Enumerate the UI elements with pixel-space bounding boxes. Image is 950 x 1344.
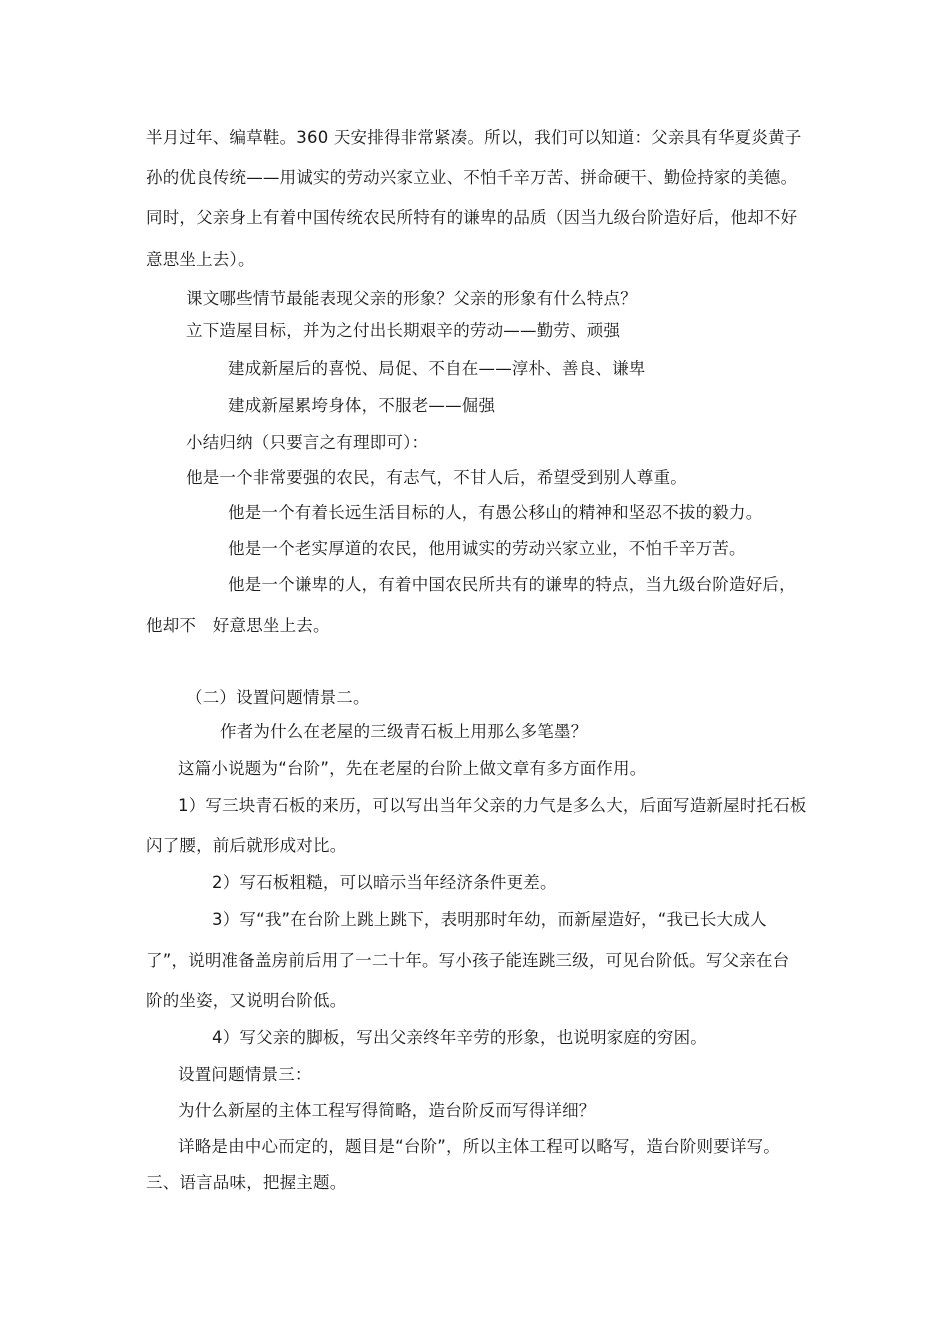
answer-line: 详略是由中心而定的，题目是“台阶”，所以主体工程可以略写，造台阶则要详写。	[178, 1137, 780, 1156]
answer-line: 建成新屋后的喜悦、局促、不自在——淳朴、善良、谦卑	[228, 359, 646, 378]
list-item: 闪了腰，前后就形成对比。	[146, 836, 347, 855]
list-item: 4）写父亲的脚板，写出父亲终年辛劳的形象，也说明家庭的穷困。	[212, 1028, 707, 1047]
paragraph-line: 意思坐上去）。	[146, 250, 255, 269]
list-item: 2）写石板粗糙，可以暗示当年经济条件更差。	[212, 873, 557, 892]
question-line: 课文哪些情节最能表现父亲的形象？父亲的形象有什么特点？	[186, 289, 637, 308]
list-item: 3）写“我”在台阶上跳上跳下，表明那时年幼，而新屋造好，“我已长大成人	[212, 910, 767, 929]
summary-line: 他是一个谦卑的人，有着中国农民所共有的谦卑的特点，当九级台阶造好后，	[228, 575, 796, 594]
summary-line: 他是一个有着长远生活目标的人，有愚公移山的精神和坚忍不拔的毅力。	[228, 503, 763, 522]
paragraph-line: 孙的优良传统——用诚实的劳动兴家立业、不怕千辛万苦、拼命硬干、勤俭持家的美德。	[146, 168, 798, 187]
question-line: 作者为什么在老屋的三级青石板上用那么多笔墨？	[220, 722, 588, 741]
summary-line: 他是一个老实厚道的农民，他用诚实的劳动兴家立业，不怕千辛万苦。	[228, 539, 746, 558]
paragraph-line: 半月过年、编草鞋。360 天安排得非常紧凑。所以，我们可以知道：父亲具有华夏炎黄子	[146, 128, 802, 147]
list-item: 了”，说明准备盖房前后用了一二十年。写小孩子能连跳三级，可见台阶低。写父亲在台	[146, 951, 790, 970]
summary-line: 他却不 好意思坐上去。	[146, 616, 330, 635]
section-heading: （二）设置问题情景二。	[186, 688, 370, 707]
summary-line: 他是一个非常要强的农民，有志气，不甘人后，希望受到别人尊重。	[186, 468, 687, 487]
answer-line: 立下造屋目标，并为之付出长期艰辛的劳动——勤劳、顽强	[186, 321, 621, 340]
paragraph-line: 这篇小说题为“台阶”，先在老屋的台阶上做文章有多方面作用。	[178, 759, 647, 778]
paragraph-line: 同时，父亲身上有着中国传统农民所特有的谦卑的品质（因当九级台阶造好后，他却不好	[146, 208, 798, 227]
question-line: 为什么新屋的主体工程写得简略，造台阶反而写得详细？	[178, 1101, 596, 1120]
answer-line: 建成新屋累垮身体，不服老——倔强	[228, 396, 496, 415]
list-item: 阶的坐姿，又说明台阶低。	[146, 991, 347, 1010]
section-heading: 三、语言品味，把握主题。	[146, 1173, 347, 1192]
summary-heading: 小结归纳（只要言之有理即可）：	[186, 433, 429, 452]
list-item: 1）写三块青石板的来历，可以写出当年父亲的力气是多么大，后面写造新屋时托石板	[178, 796, 807, 815]
section-heading: 设置问题情景三：	[178, 1065, 312, 1084]
